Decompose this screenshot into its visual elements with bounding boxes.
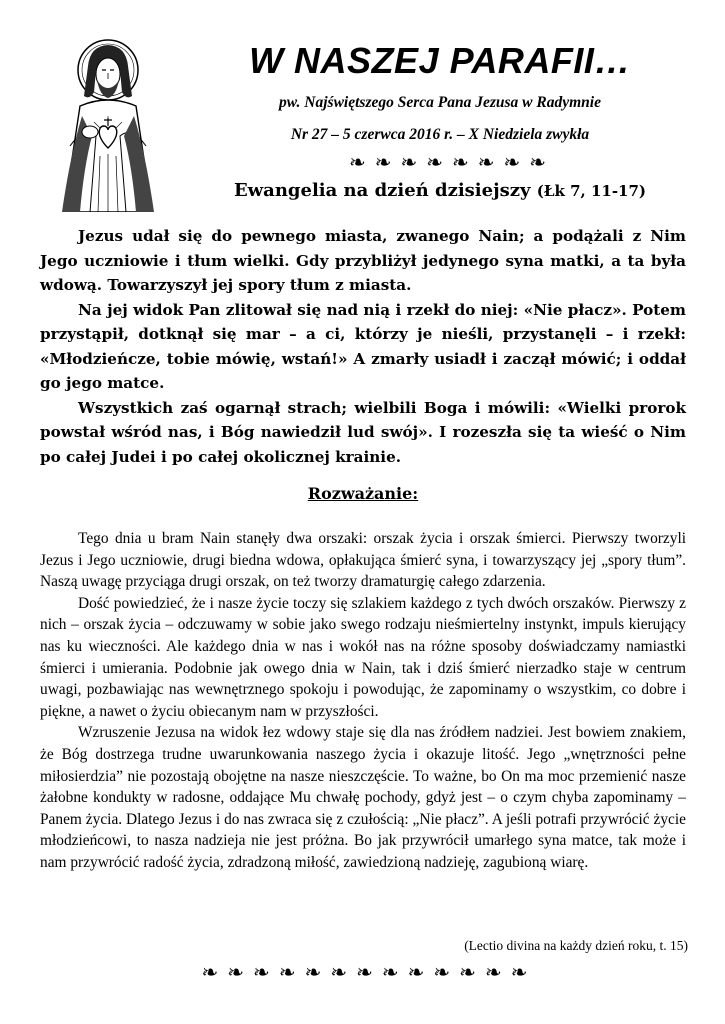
reflection-text: [40, 528, 686, 874]
ornament-icon: ❧: [304, 960, 323, 984]
ornament-icon: ❧: [459, 960, 477, 984]
ornament-icon: ❧: [452, 150, 470, 174]
ornament-icon: ❧: [253, 960, 271, 984]
parish-subtitle: pw. Najświętszego Serca Pana Jezusa w Radymnie: [279, 94, 601, 111]
ornament-icon: ❧: [433, 960, 452, 984]
ornament-icon: ❧: [510, 960, 529, 984]
ornament-icon: ❧: [484, 960, 503, 984]
reflection-heading: Rozważanie:: [307, 484, 419, 503]
source-citation: (Lectio divina na każdy dzień roku, t. 15): [464, 938, 688, 953]
reflection-paragraph: Wzruszenie Jezusa na widok łez wdowy staje się dla nas źródłem nadziei. Jest bowiem znakiem, że Bóg dostrzega trudne uwarunkowania naszego życia i okazuje litość. Jego „wnętrzności pełne miłosierdzia” nie pozostają obojętne na nasze nieszczęście. To ważne, bo On ma moc przemienić nasze żałobne kondukty w radosne, oddające Mu chwałę pochody, gdyż jest – o czym chyba zapominamy – Panem życia. Dlatego Jezus i do nas zwraca się z czułością: „Nie płacz”. A jeśli potrafi przywrócić życie młodzieńcowi, to nasza nadzieja nie jest próżna. Bo jak przywrócił umarłego syna matce, tak może i nam przywrócić radość życia, zdradzoną miłość, zawiedzioną nadzieję, zagubioną wiarę.: [40, 724, 686, 871]
ornament-divider-top: [218, 150, 678, 174]
newsletter-title: W NASZEJ PARAFII…: [249, 40, 631, 81]
gospel-heading: [210, 180, 670, 201]
gospel-paragraph: Wszystkich zaś ogarnął strach; wielbili Boga i mówili: «Wielki prorok powstał wśród nas, i Bóg nawiedził lud swój». I rozeszła się ta wieść o Nim po całej Judei i po całej okolicznej krainie.: [40, 398, 686, 466]
ornament-icon: ❧: [348, 150, 367, 174]
ornament-icon: ❧: [381, 960, 400, 984]
ornament-icon: ❧: [356, 960, 374, 984]
ornament-icon: ❧: [477, 150, 496, 174]
ornament-icon: ❧: [529, 150, 548, 174]
ornament-icon: ❧: [407, 960, 426, 984]
gospel-reference: (Łk 7, 11-17): [536, 182, 647, 200]
ornament-icon: ❧: [227, 960, 246, 984]
issue-line: Nr 27 – 5 czerwca 2016 r. – X Niedziela zwykła: [290, 126, 590, 143]
ornament-icon: ❧: [400, 150, 419, 174]
ornament-icon: ❧: [503, 150, 522, 174]
gospel-paragraph: Jezus udał się do pewnego miasta, zwanego Nain; a podążali z Nim Jego uczniowie i tłum wielki. Gdy przybliżył jedynego syna matki, a ta była wdową. Towarzyszył jej spory tłum z miasta.: [40, 227, 686, 294]
ornament-icon: ❧: [201, 960, 220, 984]
gospel-text: [40, 224, 686, 469]
ornament-divider-bottom: [70, 960, 660, 984]
ornament-icon: ❧: [278, 960, 297, 984]
ornament-icon: ❧: [330, 960, 349, 984]
ornament-icon: ❧: [426, 150, 444, 174]
gospel-paragraph: Na jej widok Pan zlitował się nad nią i rzekł do niej: «Nie płacz». Potem przystąpił, dotknął się mar – a ci, którzy je nieśli, przystanęli – i rzekł: «Młodzieńcze, tobie mówię, wstań!» A zmarły usiadł i zaczął mówić; i oddał go jego matce.: [40, 300, 686, 392]
gospel-heading-text: Ewangelia na dzień dzisiejszy: [233, 180, 531, 201]
ornament-icon: ❧: [374, 150, 393, 174]
reflection-paragraph: Dość powiedzieć, że i nasze życie toczy się szlakiem każdego z tych dwóch orszaków. Pierwszy z nich – orszak życia – odczuwamy w sobie jako swego rodzaju nieśmiertelny instynkt, impuls kierujący nas ku wieczności. Ale każdego dnia w nas i wokół nas na różne sposoby doświadczamy namiastki śmierci i umierania. Podobnie jak owego dnia w Nain, tak i dziś śmierć nierzadko staje w centrum uwagi, pozbawiając nas wewnętrznego spokoju i powodując, że zapominamy o wszystkim, co dobre i piękne, a nawet o życiu obiecanym nam w przyszłości.: [40, 594, 686, 720]
sacred-heart-jesus-image: [40, 36, 176, 212]
reflection-paragraph: Tego dnia u bram Nain stanęły dwa orszaki: orszak życia i orszak śmierci. Pierwszy tworzyli Jezus i Jego uczniowie, drugi biedna wdowa, opłakująca śmierć syna, i towarzyszący jej „spory tłum”. Naszą uwagę przyciąga drugi orszak, on też tworzy dramaturgię całego zdarzenia.: [40, 530, 686, 591]
